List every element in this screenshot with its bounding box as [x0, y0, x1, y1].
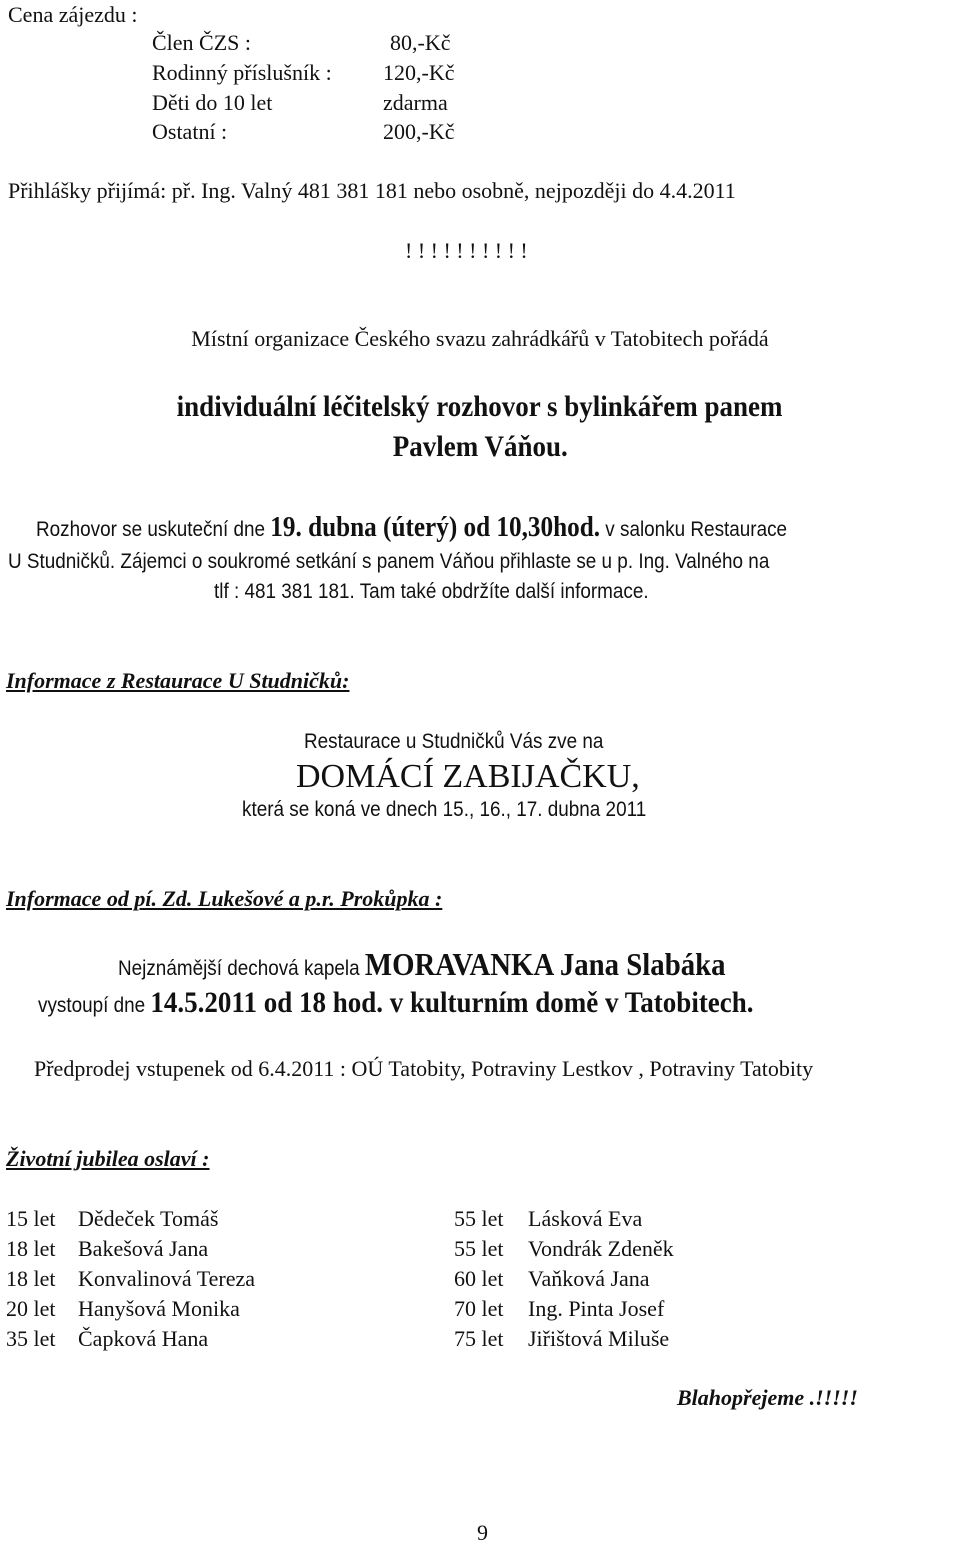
consultation-date [36, 512, 871, 544]
date-suffix: v salonku Restaurace [600, 518, 788, 541]
band-name: MORAVANKA Jana Slabáka [364, 946, 726, 982]
consultation-line2: U Studničků. Zájemci o soukromé setkání s panem Váňou přihlaste se u p. Ing. Valného na [8, 550, 770, 573]
presale-info: Předprodej vstupenek od 6.4.2011 : OÚ Tatobity, Potraviny Lestkov , Potraviny Tatobity [34, 1056, 814, 1081]
restaurant-invite: Restaurace u Studničků Vás zve na [304, 730, 604, 753]
consultation-title-line2: Pavlem Váňou. [392, 430, 568, 463]
exclamation-line: ! ! ! ! ! ! ! ! ! ! [405, 238, 528, 263]
fee-price-family: 120,-Kč [383, 60, 455, 85]
jubilee-age: 35 let [6, 1326, 56, 1351]
date-prefix: Rozhovor se uskuteční dne [36, 518, 271, 541]
jubilee-name: Dědeček Tomáš [78, 1206, 219, 1231]
jubilee-age: 70 let [454, 1296, 504, 1321]
fee-label-others: Ostatní : [152, 119, 228, 144]
restaurant-heading: Informace z Restaurace U Studničků: [6, 668, 350, 693]
jubilee-heading: Životní jubilea oslaví : [6, 1146, 210, 1171]
concert-line1 [118, 946, 793, 983]
consultation-line3: tlf : 481 381 181. Tam také obdržíte další informace. [214, 580, 649, 603]
jubilee-name: Vondrák Zdeněk [528, 1236, 674, 1261]
restaurant-dates: která se koná ve dnech 15., 16., 17. dubna 2011 [242, 798, 647, 821]
concert-line2-prefix: vystoupí dne [38, 994, 151, 1017]
concert-heading: Informace od pí. Zd. Lukešové a p.r. Prokůpka : [6, 886, 443, 911]
jubilee-age: 75 let [454, 1326, 504, 1351]
jubilee-name: Konvalinová Tereza [78, 1266, 256, 1291]
jubilee-age: 60 let [454, 1266, 504, 1291]
jubilee-name: Jiřištová Miluše [528, 1326, 670, 1351]
congratulations: Blahopřejeme .!!!!! [677, 1385, 858, 1410]
concert-line1-prefix: Nejznámější dechová kapela [118, 957, 365, 980]
jubilee-age: 55 let [454, 1206, 504, 1231]
fee-label-children: Děti do 10 let [152, 90, 273, 115]
fee-price-children: zdarma [383, 90, 448, 115]
restaurant-event: DOMÁCÍ ZABIJAČKU, [296, 758, 640, 795]
jubilee-age: 15 let [6, 1206, 56, 1231]
concert-line2 [38, 986, 833, 1020]
jubilee-name: Bakešová Jana [78, 1236, 209, 1261]
consultation-title-line1: individuální léčitelský rozhovor s bylinkářem panem [177, 390, 783, 423]
jubilee-name: Vaňková Jana [528, 1266, 650, 1291]
jubilee-age: 20 let [6, 1296, 56, 1321]
fee-price-others: 200,-Kč [383, 119, 455, 144]
jubilee-name: Ing. Pinta Josef [528, 1296, 665, 1321]
jubilee-age: 55 let [454, 1236, 504, 1261]
date-bold: 19. dubna (úterý) od 10,30hod. [270, 512, 601, 543]
fee-heading: Cena zájezdu : [8, 2, 138, 27]
fee-label-member: Člen ČZS : [152, 30, 252, 55]
page-number: 9 [477, 1520, 488, 1545]
concert-date-venue: 14.5.2011 od 18 hod. v kulturním domě v Tatobitech. [150, 986, 754, 1019]
jubilee-name: Hanyšová Monika [78, 1296, 240, 1321]
jubilee-age: 18 let [6, 1236, 56, 1261]
fee-label-family: Rodinný příslušník : [152, 60, 332, 85]
jubilee-age: 18 let [6, 1266, 56, 1291]
jubilee-name: Lásková Eva [528, 1206, 643, 1231]
organizer-intro: Místní organizace Českého svazu zahrádkářů v Tatobitech pořádá [191, 326, 769, 351]
registration-info: Přihlášky přijímá: př. Ing. Valný 481 381 181 nebo osobně, nejpozději do 4.4.2011 [8, 178, 736, 203]
fee-price-member: 80,-Kč [390, 30, 451, 55]
jubilee-name: Čapková Hana [78, 1326, 209, 1351]
